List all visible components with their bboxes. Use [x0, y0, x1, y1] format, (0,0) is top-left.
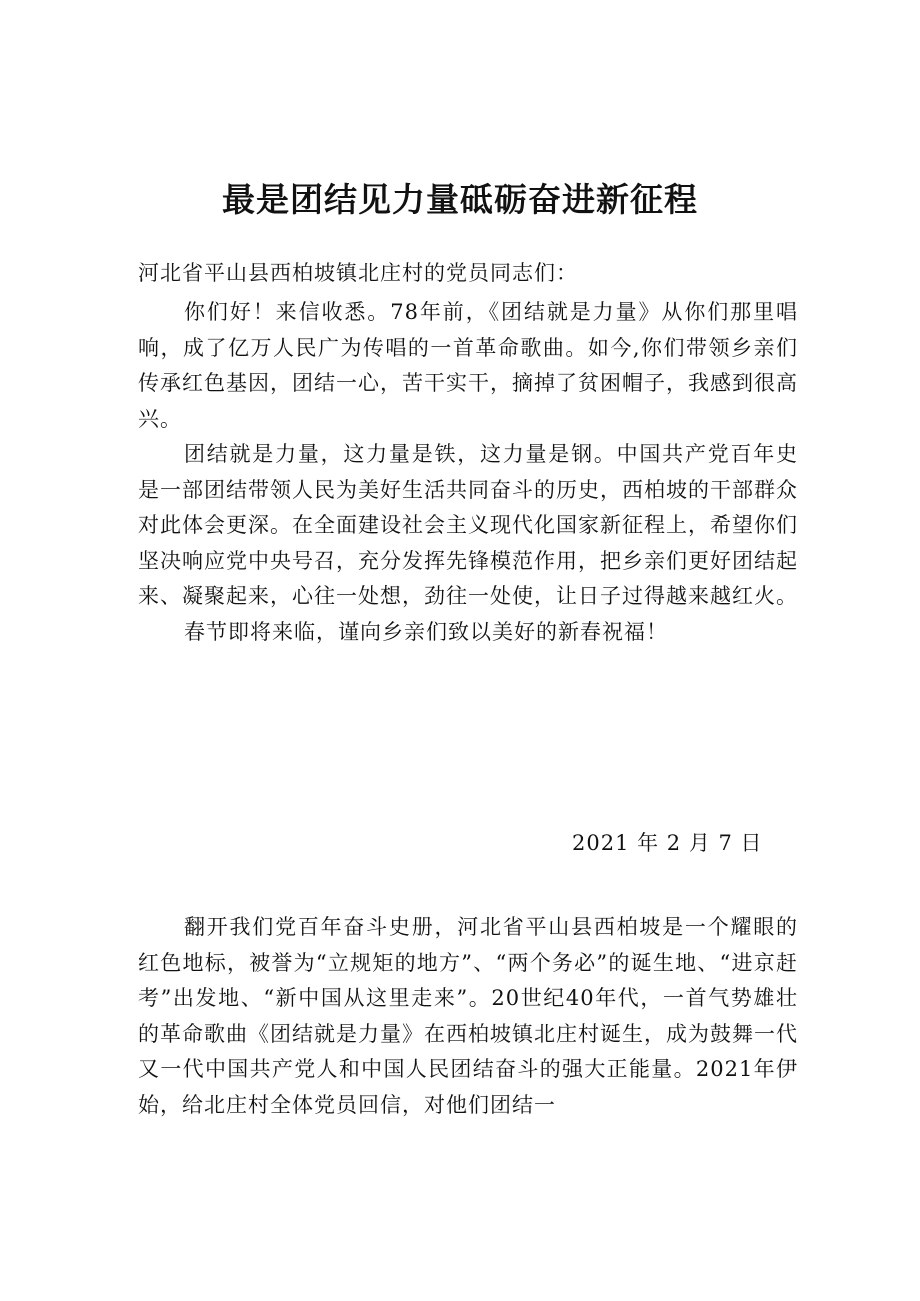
letter-body — [138, 256, 798, 650]
letter-paragraph-1: 你们好！来信收悉。78年前，《团结就是力量》从你们那里唱响，成了亿万人民广为传唱的一首革命歌曲。如今,你们带领乡亲们传承红色基因，团结一心，苦干实干，摘掉了贫困帽子，我感到很高兴。 — [138, 300, 798, 431]
commentary-paragraph-1: 翻开我们党百年奋斗史册，河北省平山县西柏坡是一个耀眼的红色地标，被誉为“立规矩的地方”、“两个务必”的诞生地、“进京赶考”出发地、“新中国从这里走来”。20世纪40年代，一首气势雄壮的革命歌曲《团结就是力量》在西柏坡镇北庄村诞生，成为鼓舞一代又一代中国共产党人和中国人民团结奋斗的强大正能量。2021年伊始，给北庄村全体党员回信，对他们团结一 — [138, 915, 798, 1117]
document-title: 最是团结见力量砥砺奋进新征程 — [222, 180, 698, 220]
letter-date: 2021 年 2 月 7 日 — [572, 831, 763, 855]
letter-paragraph-3: 春节即将来临，谨向乡亲们致以美好的新春祝福！ — [184, 619, 668, 644]
letter-paragraph-2: 团结就是力量，这力量是铁，这力量是钢。中国共产党百年史是一部团结带领人民为美好生活共同奋斗的历史，西柏坡的干部群众对此体会更深。在全面建设社会主义现代化国家新征程上，希望你们坚决响应党中央号召，充分发挥先锋模范作用，把乡亲们更好团结起来、凝聚起来，心往一处想，劲往一处使，让日子过得越来越红火。 — [138, 442, 798, 608]
commentary-body — [138, 910, 798, 1123]
letter-greeting: 河北省平山县西柏坡镇北庄村的党员同志们： — [138, 261, 578, 285]
